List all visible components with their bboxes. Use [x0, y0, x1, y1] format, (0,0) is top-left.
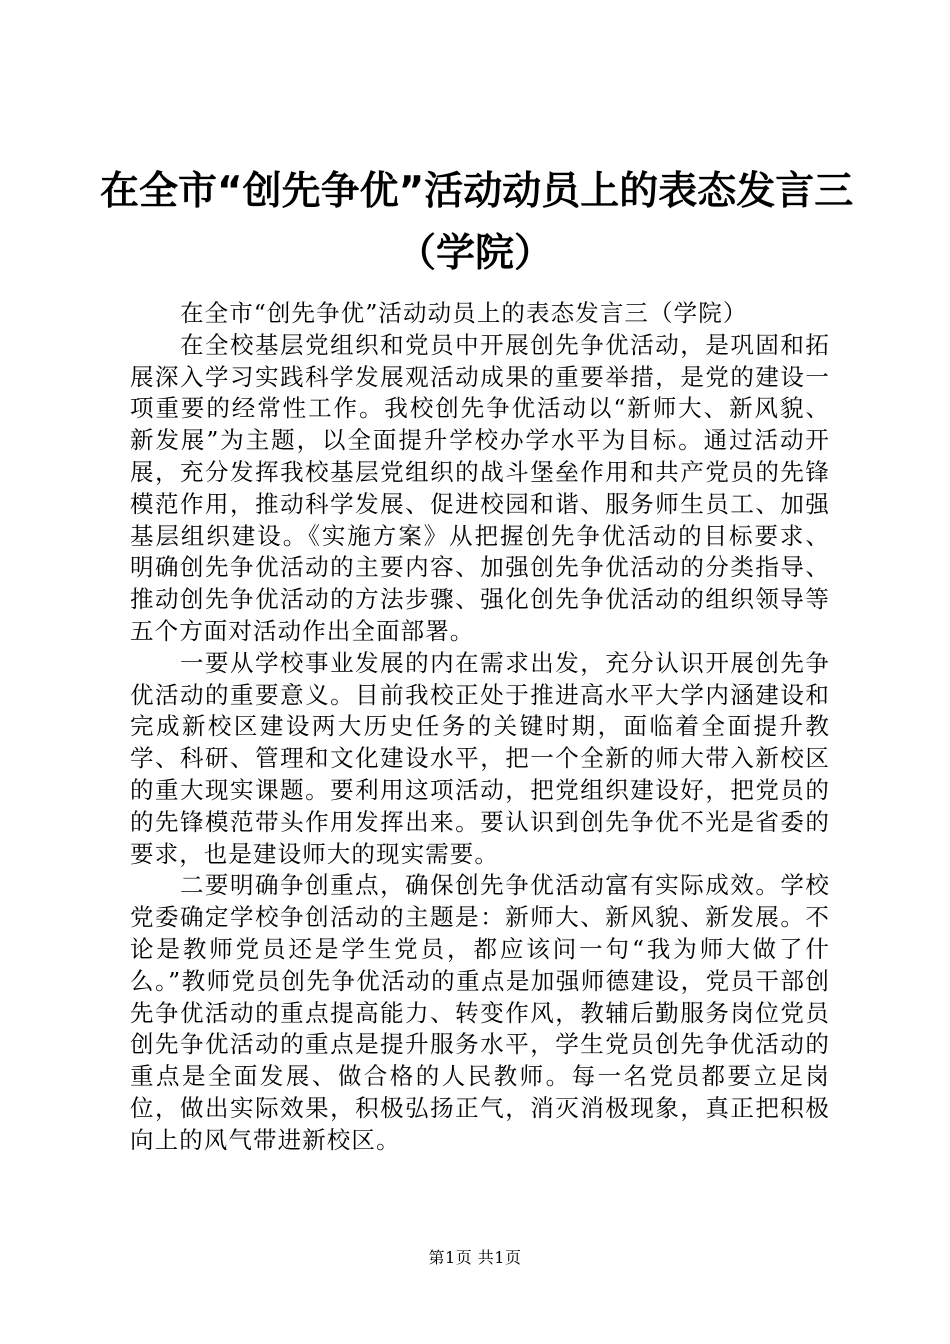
paragraph-3: 二要明确争创重点，确保创先争优活动富有实际成效。学校党委确定学校争创活动的主题是：新师大、新风貌、新发展。不论是教师党员还是学生党员，都应该问一句“我为师大做了什么。”教师党员创先争优活动的重点是加强师德建设，党员干部创先争优活动的重点提高能力、转变作风，教辅后勤服务岗位党员创先争优活动的重点是提升服务水平，学生党员创先争优活动的重点是全面发展、做合格的人民教师。每一名党员都要立足岗位，做出实际效果，积极弘扬正气，消灭消极现象，真正把积极向上的风气带进新校区。	[130, 871, 830, 1154]
paragraph-2: 一要从学校事业发展的内在需求出发，充分认识开展创先争优活动的重要意义。目前我校正处于推进高水平大学内涵建设和完成新校区建设两大历史任务的关键时期，面临着全面提升教学、科研、管理和文化建设水平，把一个全新的师大带入新校区的重大现实课题。要利用这项活动，把党组织建设好，把党员的的先锋模范带头作用发挥出来。要认识到创先争优不光是省委的要求，也是建设师大的现实需要。	[130, 648, 830, 868]
paragraph-1: 在全校基层党组织和党员中开展创先争优活动，是巩固和拓展深入学习实践科学发展观活动成果的重要举措，是党的建设一项重要的经常性工作。我校创先争优活动以“新师大、新风貌、新发展”为主题，以全面提升学校办学水平为目标。通过活动开展，充分发挥我校基层党组织的战斗堡垒作用和共产党员的先锋模范作用，推动科学发展、促进校园和谐、服务师生员工、加强基层组织建设。《实施方案》从把握创先争优活动的目标要求、明确创先争优活动的主要内容、加强创先争优活动的分类指导、推动创先争优活动的方法步骤、强化创先争优活动的组织领导等五个方面对活动作出全面部署。	[130, 330, 830, 645]
page-footer: 第1页 共1页	[428, 1248, 522, 1267]
document-title-line-2: （学院）	[396, 231, 553, 276]
document-body	[130, 298, 830, 1157]
document-subtitle: 在全市“创先争优”活动动员上的表态发言三（学院）	[180, 299, 748, 327]
document-title-line-1: 在全市“创先争优”活动动员上的表态发言三	[100, 169, 854, 214]
